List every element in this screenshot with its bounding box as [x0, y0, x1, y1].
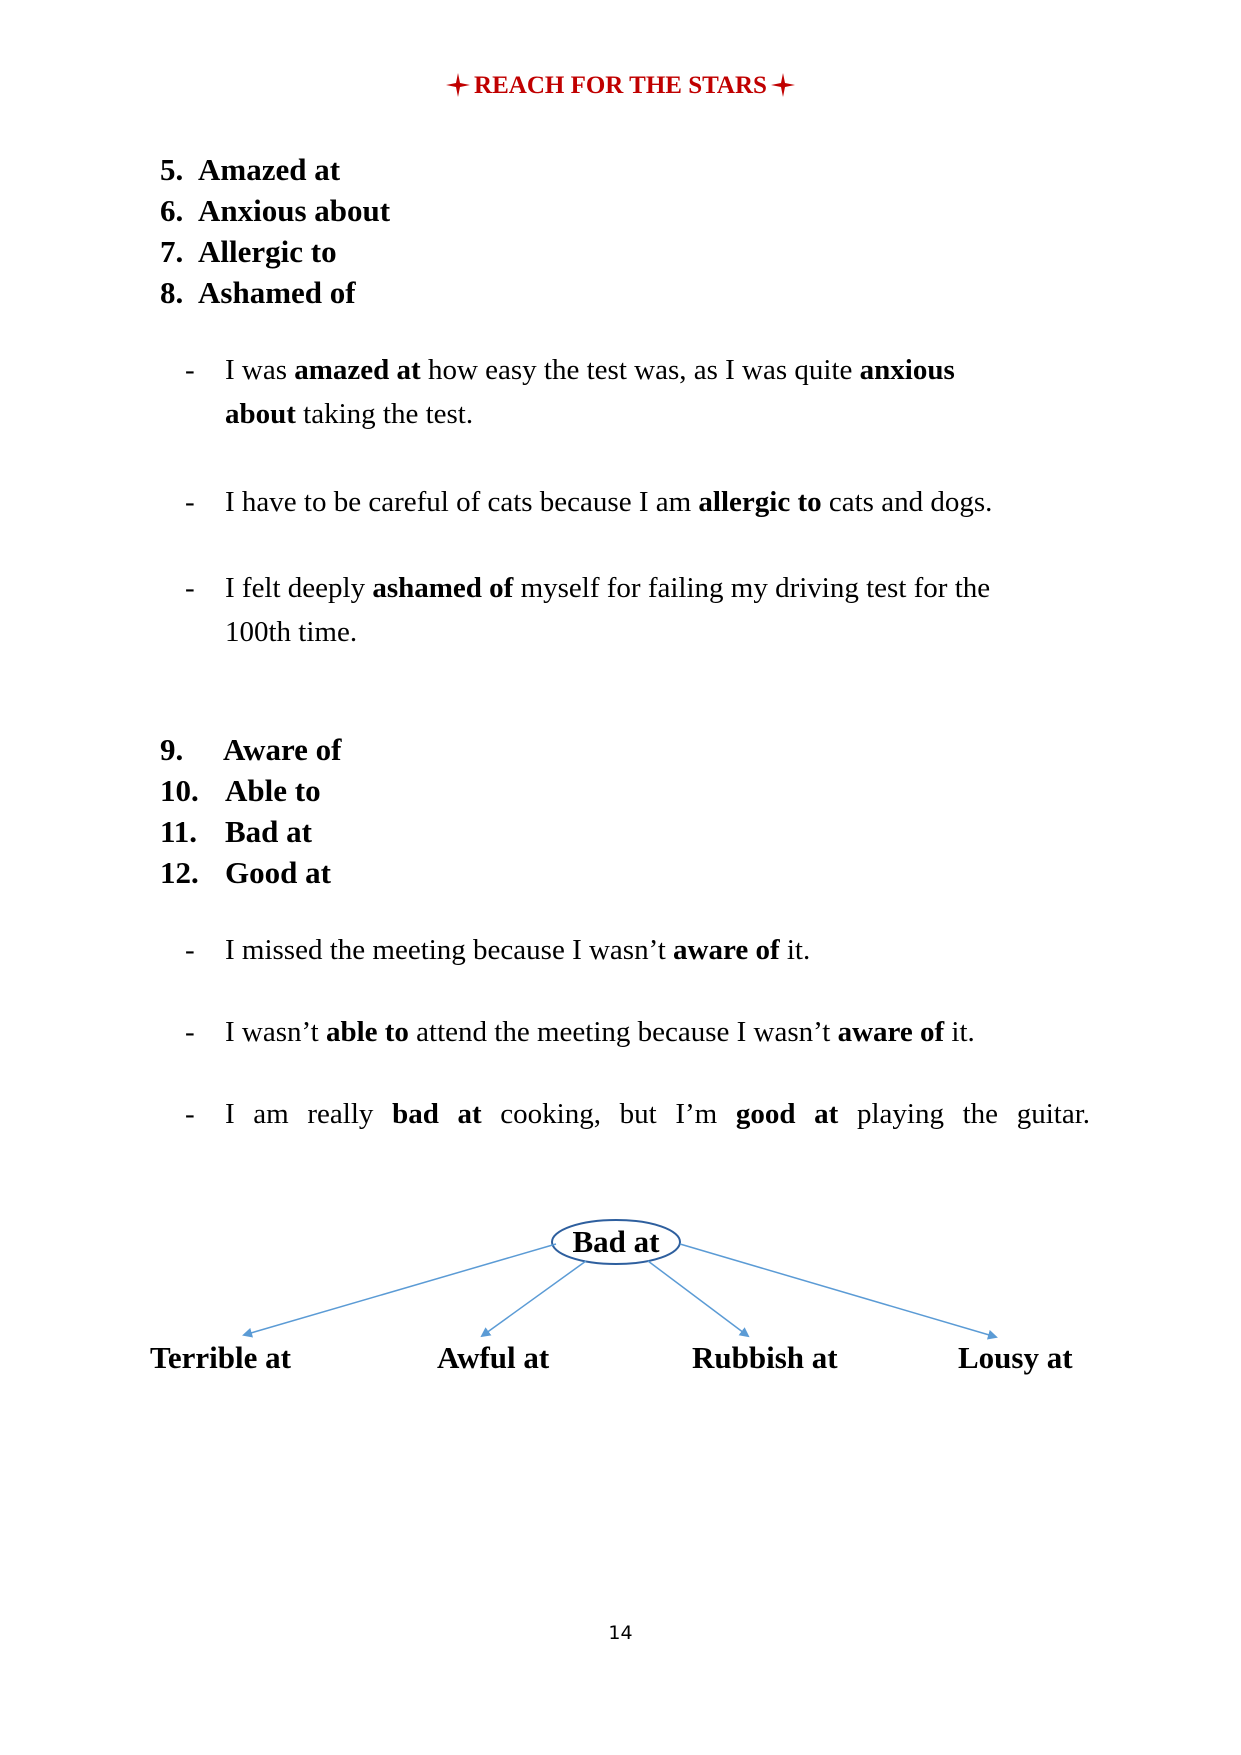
page-header	[0, 72, 1241, 104]
header-title: REACH FOR THE STARS	[474, 72, 767, 99]
bullet-dash: -	[185, 934, 195, 966]
connector-arrow	[244, 1244, 556, 1335]
diagram-root-node: Bad at	[572, 1224, 660, 1259]
item-number: 5.	[160, 152, 184, 187]
item-number: 7.	[160, 234, 184, 269]
example-sentence: - I wasn’t able to attend the meeting because I wasn’t aware of it.	[185, 1010, 1090, 1054]
diagram-leaf-node: Lousy at	[958, 1340, 1073, 1375]
item-number: 9.	[160, 732, 184, 767]
item-term: Bad at	[225, 814, 312, 849]
item-number: 12.	[160, 855, 199, 890]
example-sentence: - I have to be careful of cats because I am allergic to cats and dogs.	[185, 480, 1090, 524]
connector-arrow	[680, 1244, 996, 1337]
item-term: Allergic to	[198, 234, 337, 269]
adjective-list-b	[160, 729, 342, 893]
example-sentences-a	[185, 348, 1090, 654]
list-item	[160, 231, 390, 272]
list-item	[160, 149, 390, 190]
star-icon	[446, 73, 470, 104]
list-item	[160, 852, 342, 893]
connector-arrow	[648, 1261, 748, 1336]
diagram-leaf-node: Terrible at	[150, 1340, 291, 1375]
example-sentence: - I missed the meeting because I wasn’t aware of it.	[185, 928, 1090, 972]
example-sentence: - I am really bad at cooking, but I’m good at playing the guitar.	[185, 1092, 1090, 1136]
list-item	[160, 729, 342, 770]
item-term: Good at	[225, 855, 331, 890]
star-icon	[771, 73, 795, 104]
bullet-dash: -	[185, 1016, 195, 1048]
item-term: Amazed at	[198, 152, 341, 187]
bullet-dash: -	[185, 1098, 195, 1130]
list-item	[160, 770, 342, 811]
list-item	[160, 190, 390, 231]
list-item	[160, 811, 342, 852]
item-number: 11.	[160, 814, 198, 849]
item-number: 8.	[160, 275, 184, 310]
page-number: 14	[608, 1622, 633, 1644]
example-sentences-b	[185, 928, 1090, 1136]
item-term: Ashamed of	[198, 275, 356, 310]
item-number: 10.	[160, 773, 199, 808]
item-number: 6.	[160, 193, 184, 228]
example-sentence: - I was amazed at how easy the test was, as I was quite anxious about taking the test.	[185, 348, 1090, 436]
diagram-leaf-node: Awful at	[437, 1340, 550, 1375]
adjective-list-a	[160, 149, 390, 313]
synonym-diagram	[0, 1210, 1241, 1390]
item-term: Anxious about	[198, 193, 391, 228]
connector-arrow	[482, 1261, 586, 1336]
bullet-dash: -	[185, 572, 195, 604]
list-item	[160, 272, 390, 313]
item-term: Aware of	[223, 732, 342, 767]
item-term: Able to	[225, 773, 321, 808]
bullet-dash: -	[185, 354, 195, 386]
example-sentence: - I felt deeply ashamed of myself for failing my driving test for the 100th time.	[185, 566, 1090, 654]
diagram-leaf-node: Rubbish at	[692, 1340, 838, 1375]
bullet-dash: -	[185, 486, 195, 518]
